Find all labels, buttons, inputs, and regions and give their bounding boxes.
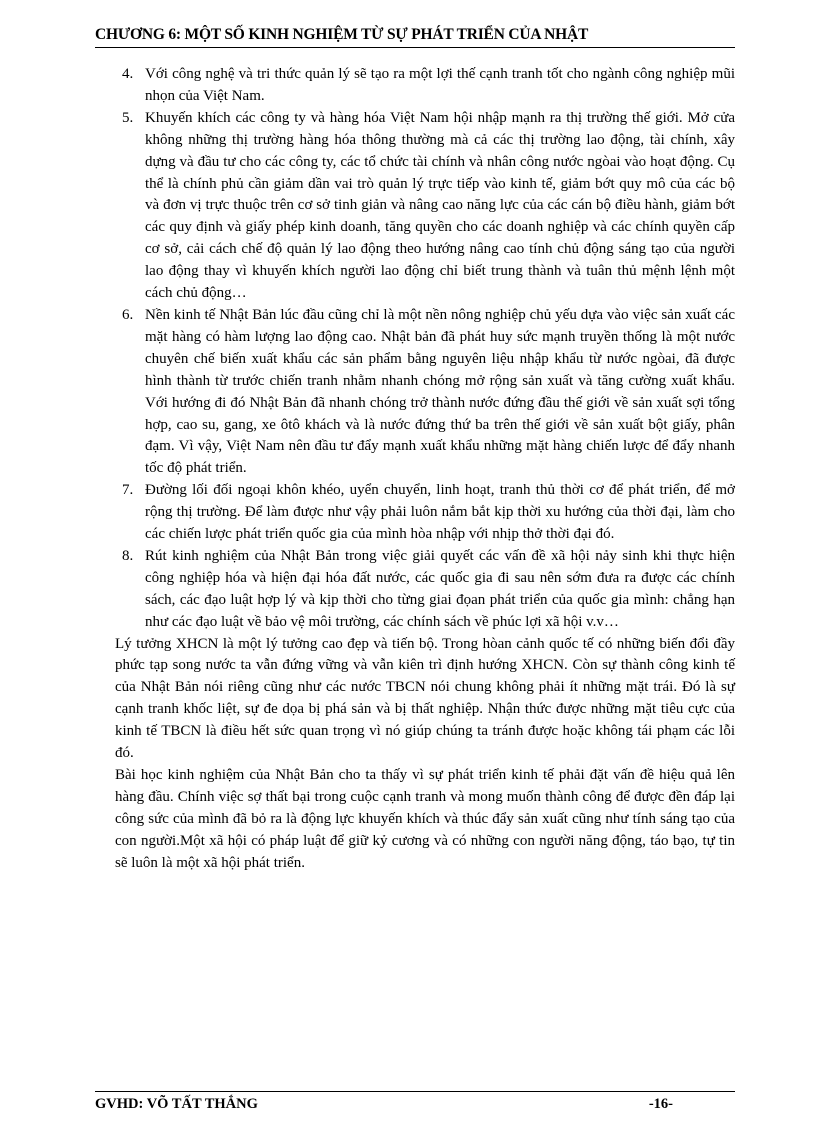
list-number: 6. xyxy=(122,306,134,323)
list-text: Nền kinh tế Nhật Bản lúc đầu cũng chỉ là một nền nông nghiệp chủ yếu dựa vào việc sản xuất các mặt hàng có hàm lượng lao động cao. Nhật bản đã phát huy sức mạnh truyền thống là một nước chuyên chế biến xuất khẩu các sản phẩm bằng nguyên liệu nhập khẩu từ nước ngòai, đã được hình thành từ trước chiến tranh nhằm nhanh chóng mở rộng sản xuất và tăng cường xuất khẩu. Với hướng đi đó Nhật Bản đã nhanh chóng trở thành nước đứng đầu thế giới về sản xuất sợi tổng hợp, cao su, gang, xe ôtô khách và là nước đứng thứ ba trên thế giới về sản xuất bột giấy, phân đạm. Vì vậy, Việt Nam nên đầu tư đẩy mạnh xuất khẩu những mặt hàng chiến lược để đẩy nhanh tốc độ phát triển. xyxy=(145,306,735,477)
list-item xyxy=(115,108,735,305)
page-header xyxy=(95,26,735,48)
list-number: 4. xyxy=(122,66,134,82)
body-paragraph: Bài học kinh nghiệm của Nhật Bản cho ta thấy vì sự phát triển kinh tế phải đặt vấn đề hiệu quả lên hàng đầu. Chính việc sợ thất bại trong cuộc cạnh tranh và mong muốn thành công để được đền đáp lại công sức của mình đã bỏ ra là động lực khuyến khích và thúc đẩy sản xuất cũng như tính sáng tạo của con người.Một xã hội có pháp luật để giữ kỷ cương và có những con người năng động, táo bạo, tự tin sẽ luôn là một xã hội phát triển. xyxy=(115,767,735,871)
list-text: Khuyến khích các công ty và hàng hóa Việt Nam hội nhập mạnh ra thị trường thế giới. Mở cửa không những thị trường hàng hóa thông thường mà cả các thị trường lao động, tài chính, xây dựng và đầu tư cho các công ty, các tổ chức tài chính và nhân công nước ngòai vào hoạt động. Cụ thể là chính phủ cần giảm dần vai trò quản lý trực tiếp vào kinh tế, giảm bớt quy mô của các bộ và đơn vị trực thuộc trên cơ sở tinh giản và nâng cao năng lực của các cán bộ điều hành, giảm bớt các quy định và giấy phép kinh doanh, tăng quyền cho các doanh nghiệp và các chính quyền cấp cơ sở, cải cách chế độ quản lý lao động theo hướng nâng cao tính chủ động sáng tạo của người lao động thay vì khuyến khích người lao động chỉ biết trung thành và tuân thủ mệnh lệnh một cách chủ động… xyxy=(145,109,735,302)
footer-author: GVHD: VÕ TẤT THẮNG xyxy=(95,1096,258,1112)
list-number: 5. xyxy=(122,109,134,126)
list-number: 7. xyxy=(122,482,134,499)
page-body xyxy=(115,64,735,875)
list-item xyxy=(115,480,735,546)
list-item xyxy=(115,305,735,480)
list-text: Rút kinh nghiệm của Nhật Bản trong việc giải quyết các vấn đề xã hội nảy sinh khi thực hiện công nghiệp hóa và hiện đại hóa đất nước, các quốc gia đi sau nên sớm đưa ra được các chính sách, các đạo luật hợp lý và kịp thời cho từng giai đọan phát triển của quốc gia mình: chẳng hạn như các đạo luật về bảo vệ môi trường, các chính sách về phúc lợi xã hội v.v… xyxy=(145,547,735,630)
list-item xyxy=(115,546,735,634)
list-item xyxy=(115,64,735,108)
body-paragraph: Lý tưởng XHCN là một lý tưởng cao đẹp và tiến bộ. Trong hòan cảnh quốc tế có những biến đổi đầy phức tạp song nước ta vẫn đứng vững và vẫn kiên trì định hướng XHCN. Còn sự thành công kinh tế của Nhật Bản nói riêng cũng như các nước TBCN nói chung không phải ít những mặt trái. Đó là sự cạnh tranh khốc liệt, sự đe dọa bị phá sản và bị thất nghiệp. Nhận thức được những mặt tiêu cực của kinh tế TBCN là điều hết sức quan trọng vì nó giúp chúng ta tránh được hoặc không tái phạm các lỗi đó. xyxy=(115,635,735,762)
chapter-title: CHƯƠNG 6: MỘT SỐ KINH NGHIỆM TỪ SỰ PHÁT TRIỂN CỦA NHẬT xyxy=(95,26,589,43)
list-text: Với công nghệ và tri thức quản lý sẽ tạo ra một lợi thế cạnh tranh tốt cho ngành công nghiệp mũi nhọn của Việt Nam. xyxy=(145,66,735,104)
page-number: -16- xyxy=(648,1096,673,1112)
page-footer xyxy=(95,1091,735,1113)
list-number: 8. xyxy=(122,547,134,564)
list-text: Đường lối đối ngoại khôn khéo, uyển chuyển, linh hoạt, tranh thủ thời cơ để phát triển, để mở rộng thị trường. Để làm được như vậy phải luôn nắm bắt kịp thời xu hướng của thời đại, làm cho các chiến lược phát triển quốc gia của mình hòa nhập với nhịp thở thời đại đó. xyxy=(145,482,735,543)
